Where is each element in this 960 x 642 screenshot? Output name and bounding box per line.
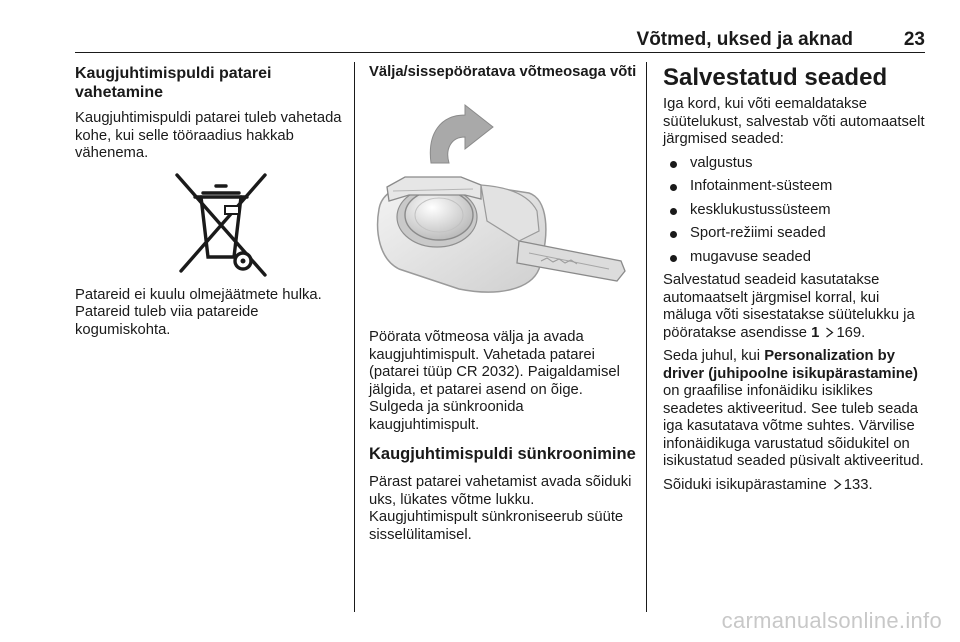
saved-settings-usage: Salvestatud seadeid kasutatakse automaatselt järgmisel korral, kui mäluga võti sisestatakse süütelukku ja pööratakse asendisse 1 169. <box>663 272 915 341</box>
page-ref-link[interactable]: 169. <box>836 324 866 341</box>
disposal-note: Patareid ei kuulu olmejäätmete hulka. Patareid tuleb viia patareide kogumiskohta. <box>75 286 322 338</box>
section-title: Võtmed, uksed ja aknad <box>636 29 853 50</box>
column-divider-2 <box>646 62 647 612</box>
column-divider-1 <box>354 62 355 612</box>
menu-term: Personalization by driver (juhipoolne isikupärastamine) <box>663 348 918 382</box>
battery-replacement-heading: Kaugjuhtimispuldi patarei vahetamine <box>75 65 272 101</box>
list-item: mugavuse seaded <box>663 249 925 267</box>
list-item: kesklukustussüsteem <box>663 202 925 220</box>
flip-key-battery-illustration <box>369 91 631 313</box>
page-ref-arrow-icon <box>825 327 834 338</box>
personalization-note: Seda juhul, kui Personalization by driver (juhipoolne isikupärastamine) on graafilise infonäidiku isiklikes seadetes aktiveeritud. See tuleb seada iga kasutatava võtme suhtes. Värvilise infonäidikuga varustatud sõidukitel on isikustatud seaded püsivalt aktiveeritud. <box>663 348 924 469</box>
crossed-bin-icon <box>173 173 269 279</box>
vehicle-personalization-ref: Sõiduki isikupärastamine 133. <box>663 476 873 493</box>
page-ref-link[interactable]: 133. <box>843 476 873 493</box>
list-item: valgustus <box>663 155 925 173</box>
column-2 <box>369 64 637 550</box>
battery-replacement-steps: Pöörata võtmeosa välja ja avada kaugjuhtimispult. Vahetada patarei (patarei tüüp CR 2032). Paigaldamisel jälgida, et patarei asend on õige. Sulgeda ja sünkroonida kaugjuhtimispult. <box>369 329 620 433</box>
disposal-figure <box>75 169 343 287</box>
sync-heading: Kaugjuhtimispuldi sünkroonimine <box>369 445 636 463</box>
position-number: 1 <box>811 324 820 341</box>
saved-settings-heading: Salvestatud seaded <box>663 64 888 91</box>
column-1 <box>75 64 343 345</box>
page-header <box>75 30 925 53</box>
saved-settings-intro: Iga kord, kui võti eemaldatakse süütelukust, salvestab võti automaatselt järgmised seaded: <box>663 96 925 147</box>
column-3 <box>663 64 925 500</box>
saved-settings-list <box>663 155 925 267</box>
watermark: carmanualsonline.info <box>721 608 942 633</box>
key-illustration <box>369 91 637 313</box>
page-ref-arrow-icon <box>833 479 842 490</box>
flip-key-heading: Välja/sissepööratava võtmeosaga võti <box>369 64 637 80</box>
list-item: Sport-režiimi seaded <box>663 225 925 243</box>
battery-replacement-intro: Kaugjuhtimispuldi patarei tuleb vahetada kohe, kui selle tööraadius hakkab vähenema. <box>75 110 342 161</box>
page-number: 23 <box>903 29 925 50</box>
sync-text: Pärast patarei vahetamist avada sõiduki uks, lükates võtme lukku. Kaugjuhtimispult sünkroniseerub süüte sisselülitamisel. <box>369 474 632 543</box>
list-item: Infotainment-süsteem <box>663 178 925 196</box>
